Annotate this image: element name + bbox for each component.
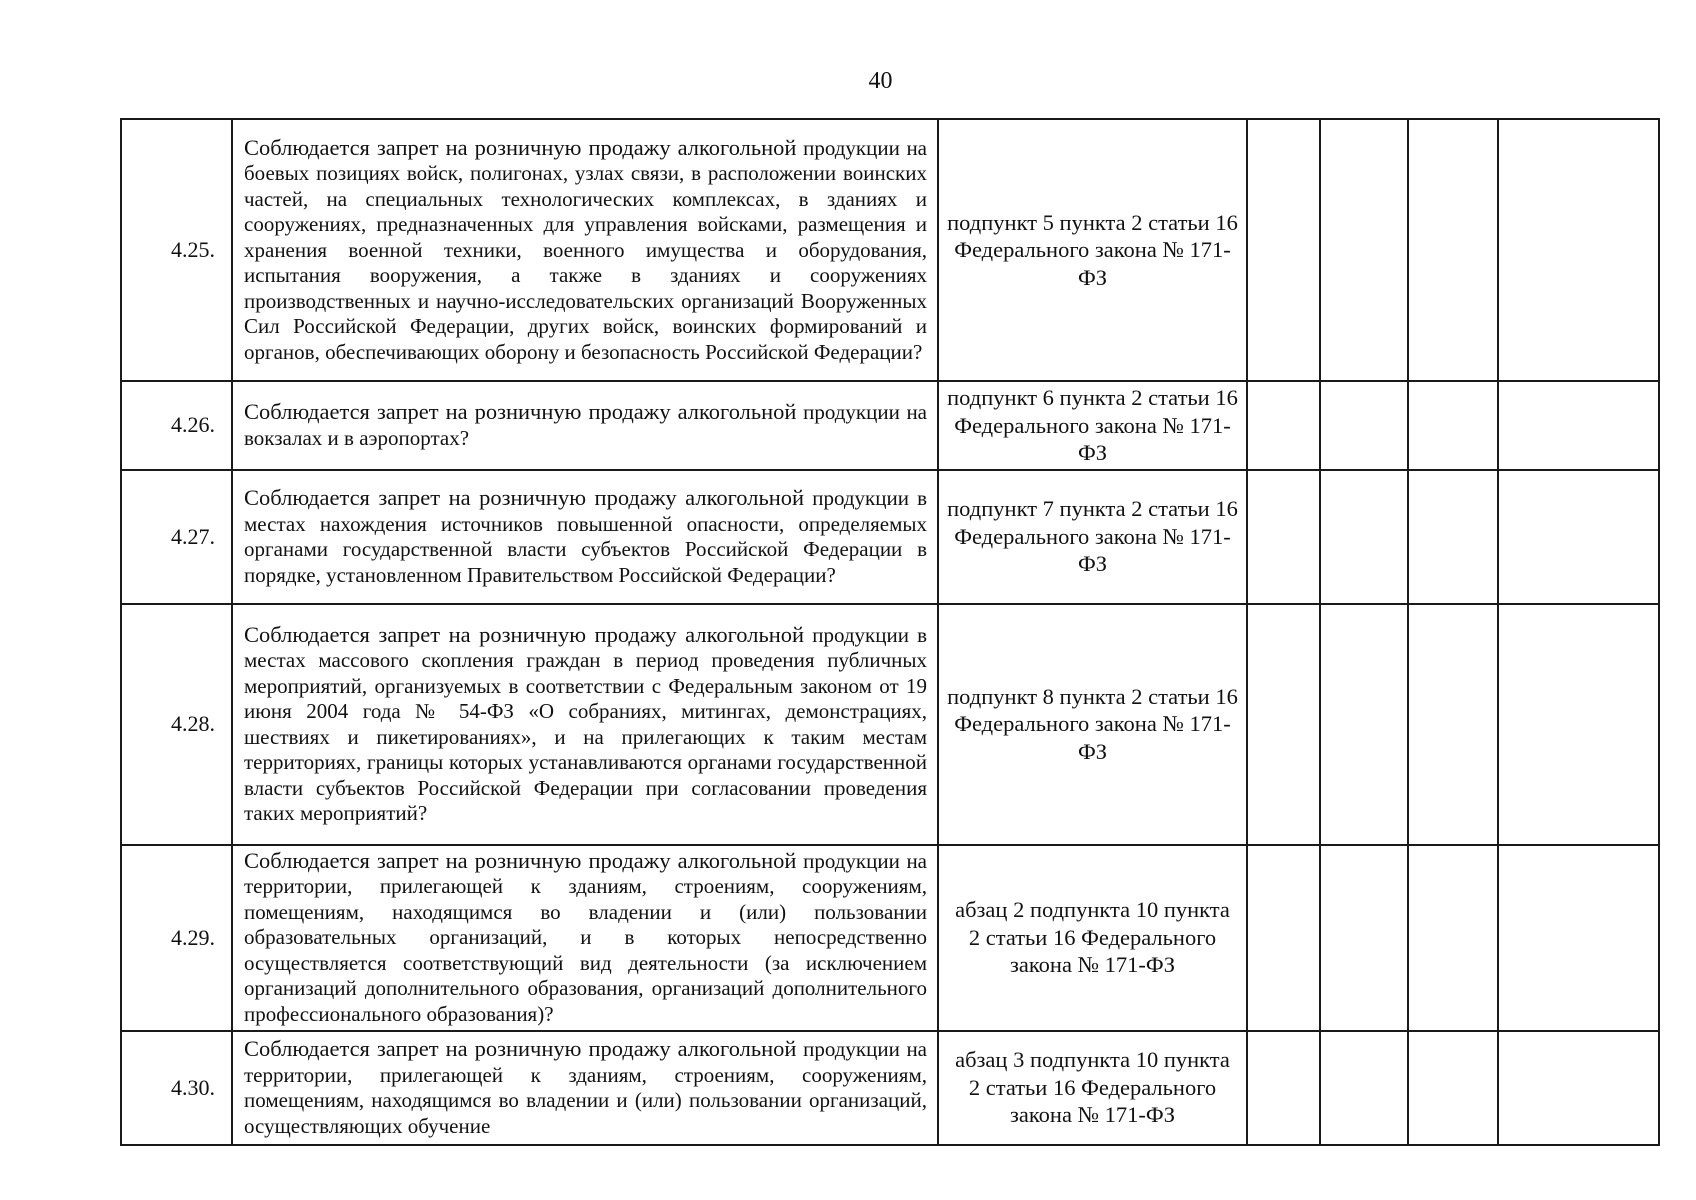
question-lead: Соблюдается запрет на розничную продажу алкогольной xyxy=(244,847,797,873)
answer-cell[interactable] xyxy=(1408,604,1498,845)
requirement-question xyxy=(232,845,938,1031)
answer-cell[interactable] xyxy=(1408,470,1498,604)
question-body: продукции на территории, прилегающей к зданиям, строениям, сооружениям, помещениям, находящимся во владении и (или) пользовании образовательных организаций, и в которых непосредственно осуществляется соответствующий вид деятельности (за исключением организаций дополнительного образования, организаций дополнительного профессионального образования)? xyxy=(244,848,928,1026)
legal-reference: подпункт 5 пункта 2 статьи 16 Федерального закона № 171-ФЗ xyxy=(938,119,1247,381)
legal-reference: абзац 3 подпункта 10 пункта 2 статьи 16 Федерального закона № 171-ФЗ xyxy=(938,1031,1247,1145)
item-number: 4.30. xyxy=(121,1031,232,1145)
answer-cell[interactable] xyxy=(1320,470,1408,604)
question-body: продукции на вокзалах и в аэропортах? xyxy=(244,400,928,450)
requirement-question xyxy=(232,604,938,845)
answer-cell[interactable] xyxy=(1498,470,1659,604)
answer-cell[interactable] xyxy=(1498,1031,1659,1145)
answer-cell[interactable] xyxy=(1320,845,1408,1031)
legal-reference: абзац 2 подпункта 10 пункта 2 статьи 16 Федерального закона № 171-ФЗ xyxy=(938,845,1247,1031)
table-row xyxy=(121,845,1659,1031)
item-number: 4.27. xyxy=(121,470,232,604)
table-row xyxy=(121,470,1659,604)
question-lead: Соблюдается запрет на розничную продажу алкогольной xyxy=(244,134,797,160)
answer-cell[interactable] xyxy=(1320,119,1408,381)
question-lead: Соблюдается запрет на розничную продажу алкогольной xyxy=(244,399,797,425)
answer-cell[interactable] xyxy=(1498,119,1659,381)
table-row xyxy=(121,1031,1659,1145)
item-number: 4.25. xyxy=(121,119,232,381)
question-lead: Соблюдается запрет на розничную продажу алкогольной xyxy=(244,621,805,647)
requirement-question xyxy=(232,119,938,381)
question-body: продукции на боевых позициях войск, полигонах, узлах связи, в расположении воинских частей, на специальных технологических комплексах, в зданиях и сооружениях, предназначенных для управления войсками, размещения и хранения военной техники, военного имущества и оборудования, испытания вооружения, а также в зданиях и сооружениях производственных и научно-исследовательских организаций Вооруженных Сил Российской Федерации, других войск, воинских формирований и органов, обеспечивающих оборону и безопасность Российской Федерации? xyxy=(244,135,928,364)
answer-cell[interactable] xyxy=(1498,845,1659,1031)
item-number: 4.29. xyxy=(121,845,232,1031)
question-body: продукции в местах массового скопления граждан в период проведения публичных мероприятий, организуемых в соответствии с Федеральным законом от 19 июня 2004 года № 54-ФЗ «О собраниях, митингах, демонстрациях, шествиях и пикетированиях», и на прилегающих к таким местам территориях, границы которых устанавливаются органами государственной власти субъектов Российской Федерации при согласовании проведения таких мероприятий? xyxy=(244,622,928,825)
legal-reference: подпункт 6 пункта 2 статьи 16 Федерального закона № 171-ФЗ xyxy=(938,381,1247,470)
legal-reference: подпункт 7 пункта 2 статьи 16 Федерального закона № 171-ФЗ xyxy=(938,470,1247,604)
answer-cell[interactable] xyxy=(1408,119,1498,381)
table-row xyxy=(121,604,1659,845)
item-number: 4.26. xyxy=(121,381,232,470)
answer-cell[interactable] xyxy=(1247,604,1320,845)
answer-cell[interactable] xyxy=(1408,1031,1498,1145)
checklist-table xyxy=(120,118,1660,1146)
answer-cell[interactable] xyxy=(1247,1031,1320,1145)
table-row xyxy=(121,381,1659,470)
page-number: 40 xyxy=(868,68,893,94)
answer-cell[interactable] xyxy=(1320,1031,1408,1145)
item-number: 4.28. xyxy=(121,604,232,845)
answer-cell[interactable] xyxy=(1247,470,1320,604)
question-lead: Соблюдается запрет на розничную продажу алкогольной xyxy=(244,1036,797,1061)
answer-cell[interactable] xyxy=(1247,381,1320,470)
requirement-question xyxy=(232,1031,938,1145)
requirement-question xyxy=(232,470,938,604)
answer-cell[interactable] xyxy=(1320,381,1408,470)
question-body: продукции в местах нахождения источников повышенной опасности, определяемых органами государственной власти субъектов Российской Федерации в порядке, установленном Правительством Российской Федерации? xyxy=(244,486,928,587)
answer-cell[interactable] xyxy=(1320,604,1408,845)
question-body: продукции на территории, прилегающей к зданиям, строениям, сооружениям, помещениям, находящимся во владении и (или) пользовании организаций, осуществляющих обучение xyxy=(244,1037,928,1138)
answer-cell[interactable] xyxy=(1247,845,1320,1031)
answer-cell[interactable] xyxy=(1408,845,1498,1031)
question-lead: Соблюдается запрет на розничную продажу алкогольной xyxy=(244,485,805,510)
answer-cell[interactable] xyxy=(1408,381,1498,470)
answer-cell[interactable] xyxy=(1247,119,1320,381)
table-row xyxy=(121,119,1659,381)
answer-cell[interactable] xyxy=(1498,381,1659,470)
requirement-question xyxy=(232,381,938,470)
legal-reference: подпункт 8 пункта 2 статьи 16 Федерального закона № 171-ФЗ xyxy=(938,604,1247,845)
answer-cell[interactable] xyxy=(1498,604,1659,845)
